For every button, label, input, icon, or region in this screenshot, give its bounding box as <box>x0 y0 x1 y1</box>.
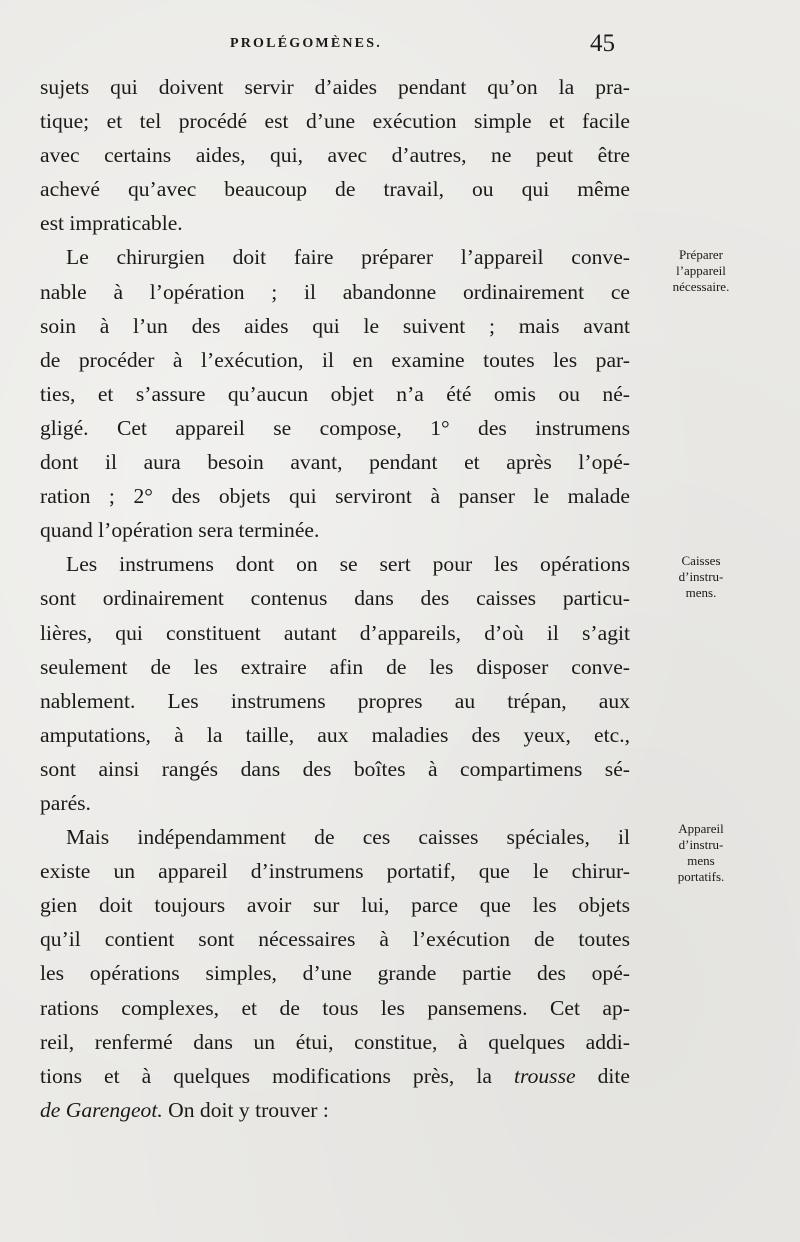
margin-note-line: mens. <box>685 585 717 600</box>
text-line: dont il aura besoin avant, pendant et après l’opé- <box>40 450 630 475</box>
margin-note-line: portatifs. <box>677 869 725 884</box>
text-line: avec certains aides, qui, avec d’autres, ne peut être <box>40 143 630 168</box>
margin-note-line: d’instru- <box>678 569 724 584</box>
margin-note-line: d’instru- <box>678 837 724 852</box>
text-line: rations complexes, et de tous les pansemens. Cet ap- <box>40 995 630 1020</box>
running-head <box>0 30 800 60</box>
margin-note-line: Appareil <box>678 821 724 836</box>
margin-note-line: nécessaire. <box>672 279 730 294</box>
text-line: sont ordinairement contenus dans des caisses particu- <box>40 586 630 611</box>
text-fragment: dite <box>575 1063 630 1088</box>
text-line <box>40 1093 630 1127</box>
text-line: Le chirurgien doit faire préparer l’appareil conve- <box>66 245 630 270</box>
text-line: gien doit toujours avoir sur lui, parce que les objets <box>40 893 630 918</box>
text-line: les opérations simples, d’une grande partie des opé- <box>40 961 630 986</box>
text-line: est impraticable. <box>40 211 183 236</box>
text-line: tique; et tel procédé est d’une exécution simple et facile <box>40 109 630 134</box>
text-line: amputations, à la taille, aux maladies des yeux, etc., <box>40 722 630 747</box>
text-line: gligé. Cet appareil se compose, 1° des instrumens <box>40 415 630 440</box>
body-text <box>40 70 630 1127</box>
text-line: seulement de les extraire afin de les disposer conve- <box>40 654 630 679</box>
margin-note-line: mens <box>687 853 715 868</box>
margin-note <box>646 247 756 295</box>
text-line: lières, qui constituent autant d’appareils, d’où il s’agit <box>40 620 630 645</box>
margin-note <box>646 821 756 885</box>
text-line: qu’il contient sont nécessaires à l’exécution de toutes <box>40 927 630 952</box>
text-line: reil, renfermé dans un étui, constitue, à quelques addi- <box>40 1029 630 1054</box>
text-line <box>40 1059 630 1093</box>
italic-term: trousse <box>513 1063 576 1088</box>
text-line: sujets qui doivent servir d’aides pendant qu’on la pra- <box>40 75 630 99</box>
text-line: Mais indépendamment de ces caisses spéciales, il <box>66 825 630 850</box>
text-line: quand l’opération sera terminée. <box>40 518 320 543</box>
text-line: Les instrumens dont on se sert pour les opérations <box>66 552 630 577</box>
running-title: PROLÉGOMÈNES. <box>230 36 382 51</box>
text-line: ties, et s’assure qu’aucun objet n’a été omis ou né- <box>40 381 630 406</box>
margin-note <box>646 553 756 601</box>
text-fragment: On doit y trouver : <box>162 1097 329 1122</box>
italic-term: de Garengeot. <box>40 1097 163 1122</box>
text-line: nablement. Les instrumens propres au trépan, aux <box>40 688 630 713</box>
text-fragment: tions et à quelques modifications près, la <box>40 1063 492 1088</box>
page-number: 45 <box>590 30 615 57</box>
text-line: de procéder à l’exécution, il en examine toutes les par- <box>40 347 630 372</box>
text-line: ration ; 2° des objets qui serviront à panser le malade <box>40 484 630 509</box>
margin-note-line: Caisses <box>681 553 721 568</box>
text-line: sont ainsi rangés dans des boîtes à compartimens sé- <box>40 756 630 781</box>
text-line: nable à l’opération ; il abandonne ordinairement ce <box>40 279 630 304</box>
text-line: soin à l’un des aides qui le suivent ; mais avant <box>40 313 630 338</box>
text-line: achevé qu’avec beaucoup de travail, ou qui même <box>40 177 630 202</box>
text-line: existe un appareil d’instrumens portatif, que le chirur- <box>40 859 630 884</box>
margin-note-line: l’appareil <box>676 263 726 278</box>
text-line: parés. <box>40 790 91 815</box>
margin-note-line: Préparer <box>678 247 724 262</box>
